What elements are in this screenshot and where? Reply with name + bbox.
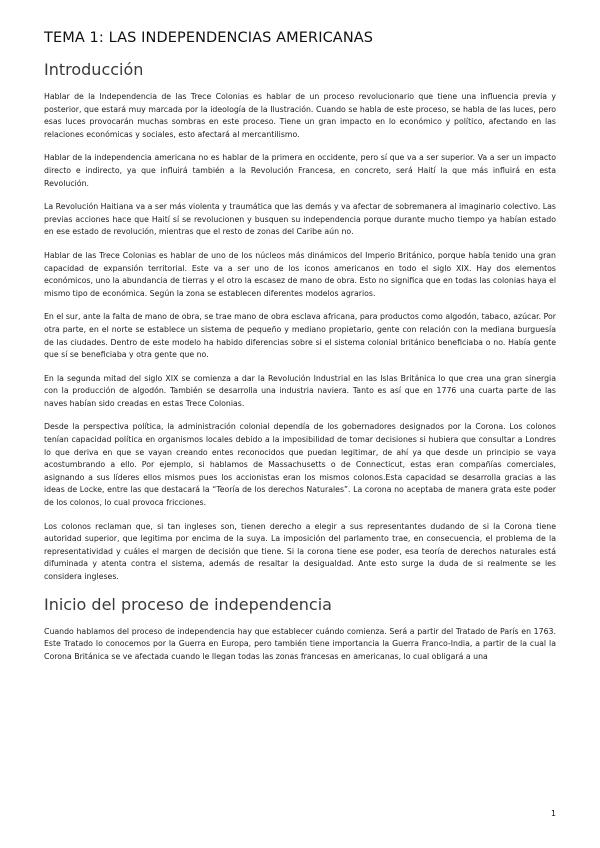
paragraph: Cuando hablamos del proceso de independencia hay que establecer cuándo comienza. Será a partir del Tratado de París en 1763. Este Tratado lo conocemos por la Guerra en Europa, pero también tiene importancia la Guerra Franco-India, a partir de la cual la Corona Británica se ve afectada cuando le llegan todas las zonas francesas en americanas, lo cual obligará a una: [44, 626, 556, 661]
paragraph: Hablar de la independencia americana no es hablar de la primera en occidente, pero sí que va a ser superior. Va a ser un impacto directo e indirecto, ya que influirá también a la Revolución Francesa, en concreto, será Haití la que más influirá en esta Revolución.: [44, 153, 556, 188]
paragraph: Los colonos reclaman que, si tan ingleses son, tienen derecho a elegir a sus representantes dudando de si la Corona tiene autoridad superior, que legitima por encima de la suya. La imposición del parlamento trae, en consecuencia, el problema de la representatividad y cuáles el margen de decisión que tiene. Si la corona tiene ese poder, esa teoría de derechos naturales está difuminada y atenta contra el sistema, además de resaltar la desigualdad. Ante esto surge la duda de si realmente se les considera ingleses.: [44, 521, 556, 581]
paragraph: La Revolución Haitiana va a ser más violenta y traumática que las demás y va afectar de sobremanera al imaginario colectivo. Las previas acciones hace que Haití sí se revolucionen y busquen su independencia porque durante mucho tiempo ya habían estado en ese estado de revolución, mientras que el resto de zonas del Caribe aún no.: [44, 202, 556, 237]
paragraph: En el sur, ante la falta de mano de obra, se trae mano de obra esclava africana, para productos como algodón, tabaco, azúcar. Por otra parte, en el norte se establece un sistema de pequeño y mediano propietario, gente con relación con la mediana burguesía de las ciudades. Dentro de este modelo ha habido diferencias sobre si el sistema colonial británico beneficiaba o no. Había gente que sí se beneficiaba y otra gente que no.: [44, 312, 556, 360]
section-introduccion: [44, 60, 556, 584]
paragraph: Hablar de las Trece Colonias es hablar de uno de los núcleos más dinámicos del Imperio Británico, porque había tenido una gran capacidad de expansión territorial. Este va a ser uno de los iconos americanos en todo el siglo XIX. Hay dos elementos económicos, uno la abundancia de tierras y el otro la escasez de mano de obra. Esto no significa que en todas las colonias haya el mismo tipo de económica. Según la zona se establecen diferentes modelos agrarios.: [44, 250, 556, 298]
section-heading: Inicio del proceso de independencia: [44, 594, 332, 614]
paragraph: Desde la perspectiva política, la administración colonial dependía de los gobernadores designados por la Corona. Los colonos tenían capacidad política en organismos locales debido a la imposibilidad de tomar decisiones si hubiera que consultar a Londres lo que deriva en que se vayan creando entes reconocidos que puedan legitimar, de ahí ya que desde un principio se vaya acostumbrando a ello. Por ejemplo, si hablamos de Massachusetts o de Connecticut, estas eran compañías comerciales, asignando a sus líderes ellos mismos pues los accionistas eran los mismos colonos.Esta capacidad se desarrolla gracias a las ideas de Locke, entre las que destacará la “Teoría de los derechos Naturales”. La corona no aceptaba de manera grata este poder de los colonos, lo cual provoca fricciones.: [44, 422, 556, 508]
paragraph: En la segunda mitad del siglo XIX se comienza a dar la Revolución Industrial en las Islas Británica lo que crea una gran sinergia con la producción de algodón. También se desarrolla una industria naviera. Tanto es así que en 1776 una cuarta parte de las naves habían sido creadas en estas Trece Colonias.: [44, 373, 556, 408]
section-inicio-proceso: [44, 595, 556, 664]
paragraph: Hablar de la Independencia de las Trece Colonias es hablar de un proceso revolucionario que tiene una influencia previa y posterior, que estará muy marcada por la ideología de la Ilustración. Cuando se habla de este proceso, se habla de las luces, pero esas luces provocarán muchas sombras en este proceso. Tiene un gran impacto en lo económico y político, afectando en las relaciones económicas y sociales, esto afectará al mercantilismo.: [44, 92, 556, 139]
document-title: TEMA 1: LAS INDEPENDENCIAS AMERICANAS: [44, 30, 374, 46]
page-number: 1: [551, 809, 556, 818]
section-heading: Introducción: [44, 60, 144, 79]
